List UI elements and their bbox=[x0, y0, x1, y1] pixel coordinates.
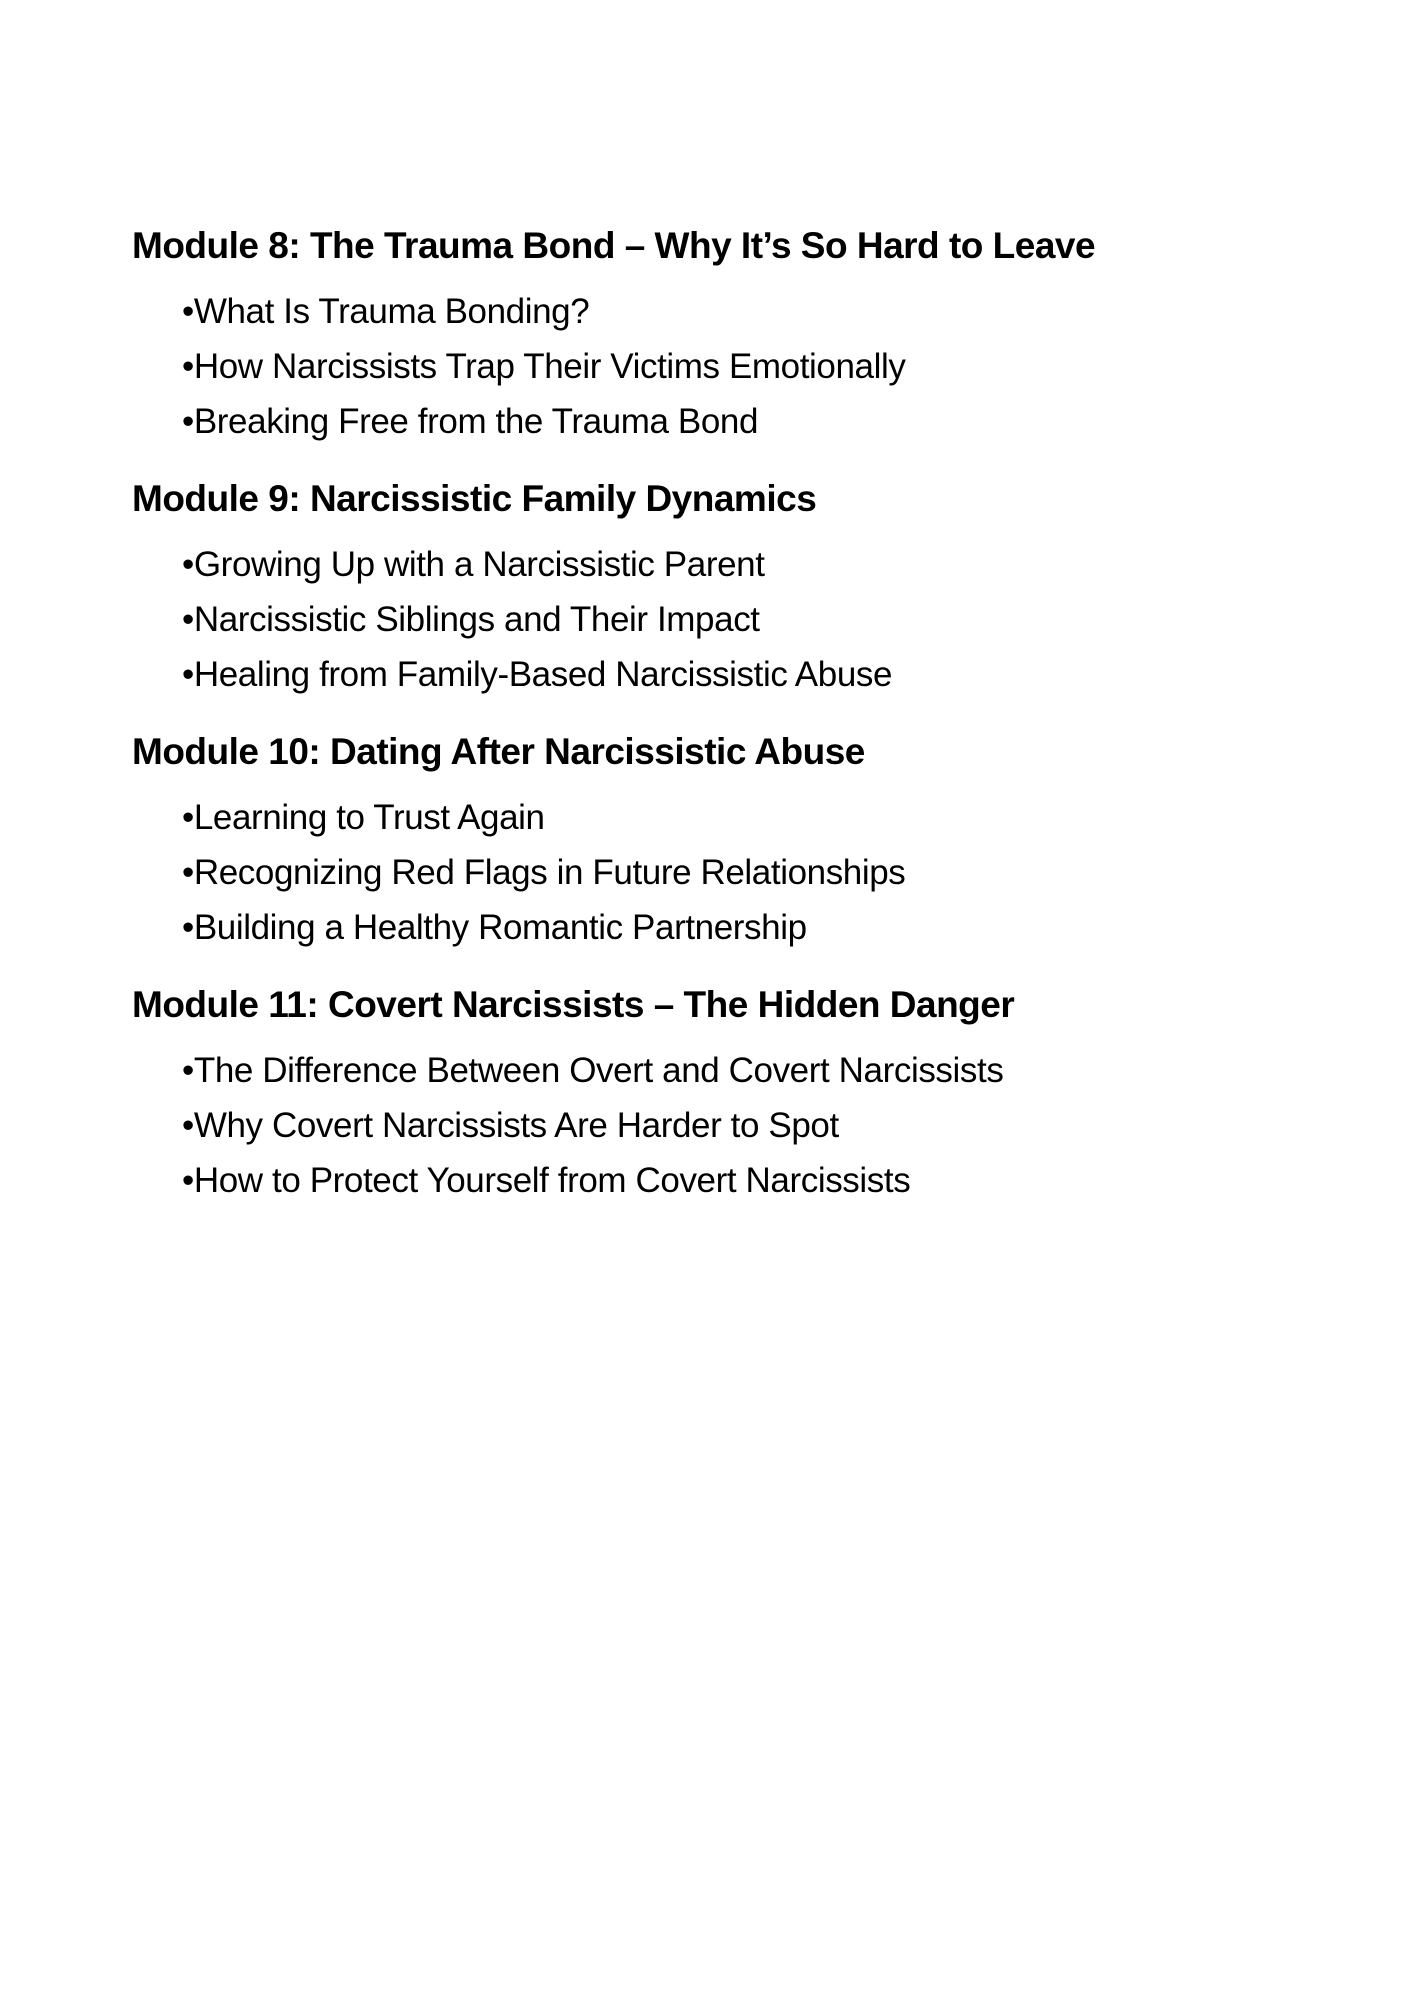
bullet-icon: • bbox=[182, 853, 194, 892]
topic-label: Healing from Family-Based Narcissistic Abuse bbox=[193, 655, 893, 694]
list-item bbox=[182, 1043, 1332, 1098]
bullet-icon: • bbox=[182, 600, 194, 639]
topic-label: Narcissistic Siblings and Their Impact bbox=[193, 600, 760, 639]
topic-label: The Difference Between Overt and Covert Narcissists bbox=[193, 1051, 1004, 1090]
topic-label: How to Protect Yourself from Covert Narcissists bbox=[193, 1161, 911, 1200]
list-item bbox=[182, 284, 1332, 339]
module-11-title: Module 11: Covert Narcissists – The Hidden Danger bbox=[132, 984, 1015, 1025]
bullet-icon: • bbox=[182, 1051, 194, 1090]
list-item bbox=[182, 394, 1332, 449]
topic-label: How Narcissists Trap Their Victims Emotionally bbox=[193, 347, 906, 386]
list-item bbox=[182, 900, 1332, 955]
list-item bbox=[182, 537, 1332, 592]
list-item bbox=[182, 339, 1332, 394]
topic-label: Growing Up with a Narcissistic Parent bbox=[193, 545, 765, 584]
module-8-topic-list bbox=[132, 284, 1332, 449]
topic-label: Why Covert Narcissists Are Harder to Spot bbox=[193, 1106, 839, 1145]
module-8-section bbox=[132, 222, 1332, 449]
bullet-icon: • bbox=[182, 545, 194, 584]
topic-label: Learning to Trust Again bbox=[193, 798, 545, 837]
module-9-topic-list bbox=[132, 537, 1332, 702]
list-item bbox=[182, 647, 1332, 702]
bullet-icon: • bbox=[182, 1161, 194, 1200]
bullet-icon: • bbox=[182, 402, 194, 441]
list-item bbox=[182, 1098, 1332, 1153]
module-9-section bbox=[132, 475, 1332, 702]
bullet-icon: • bbox=[182, 347, 194, 386]
module-11-topic-list bbox=[132, 1043, 1332, 1208]
list-item bbox=[182, 592, 1332, 647]
bullet-icon: • bbox=[182, 1106, 194, 1145]
list-item bbox=[182, 1153, 1332, 1208]
module-10-topic-list bbox=[132, 790, 1332, 955]
module-8-title: Module 8: The Trauma Bond – Why It’s So Hard to Leave bbox=[132, 225, 1096, 266]
bullet-icon: • bbox=[182, 655, 194, 694]
topic-label: What Is Trauma Bonding? bbox=[193, 292, 590, 331]
module-outline bbox=[132, 222, 1332, 1234]
topic-label: Breaking Free from the Trauma Bond bbox=[193, 402, 759, 441]
bullet-icon: • bbox=[182, 908, 194, 947]
module-11-section bbox=[132, 981, 1332, 1208]
list-item bbox=[182, 845, 1332, 900]
topic-label: Recognizing Red Flags in Future Relationships bbox=[193, 853, 906, 892]
list-item bbox=[182, 790, 1332, 845]
module-10-title: Module 10: Dating After Narcissistic Abuse bbox=[132, 731, 865, 772]
topic-label: Building a Healthy Romantic Partnership bbox=[193, 908, 807, 947]
module-9-title: Module 9: Narcissistic Family Dynamics bbox=[132, 478, 817, 519]
bullet-icon: • bbox=[182, 798, 194, 837]
bullet-icon: • bbox=[182, 292, 194, 331]
module-10-section bbox=[132, 728, 1332, 955]
